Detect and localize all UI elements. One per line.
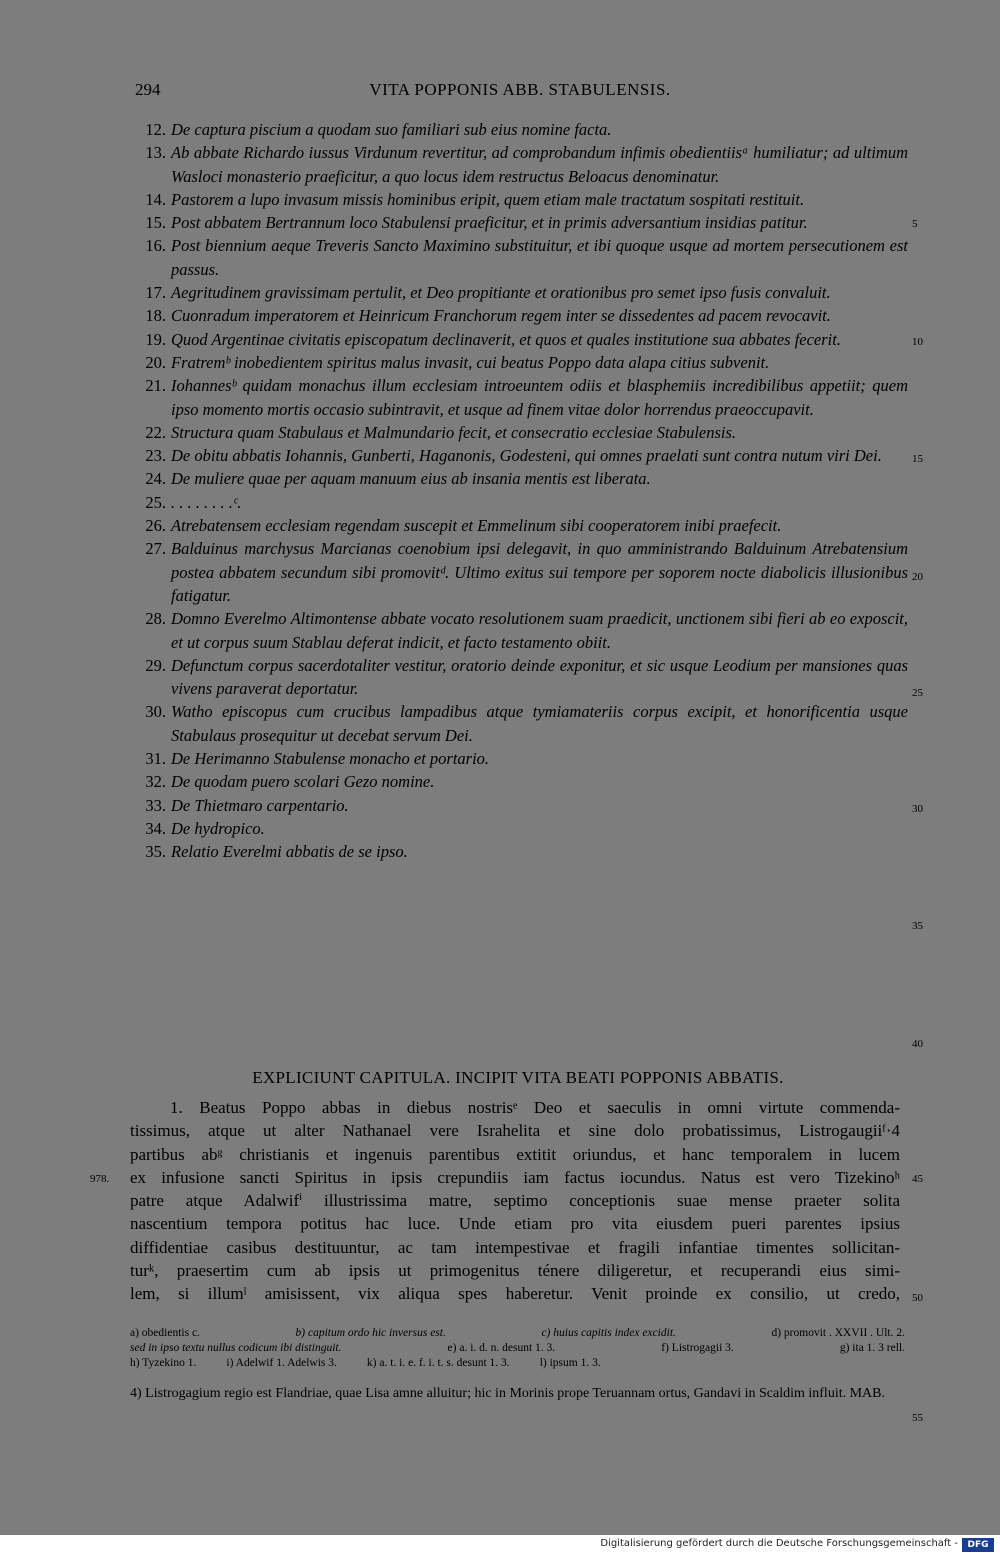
capitulum-25 <box>128 491 908 514</box>
capitulum-text: Domno Everelmo Altimontense abbate vocato resolutionem suam praedicit, unctionem sibi fieri ab eo exposcit, et ut corpus suum Stablau deferat indicit, et facto testamento obiit. <box>171 609 908 652</box>
capitulum-number: 35. <box>145 842 166 862</box>
capitulum-30 <box>128 700 908 747</box>
capitulum-number: 15. <box>145 213 166 233</box>
capitulum-17 <box>128 281 908 304</box>
line-number-40: 40 <box>912 1038 923 1050</box>
capitulum-text: Post abbatem Bertrannum loco Stabulensi praeficitur, et in primis adversantium insidias patitur. <box>171 213 808 233</box>
capitulum-text: De obitu abbatis Iohannis, Gunberti, Haganonis, Godesteni, qui omnes praelati sunt contra nutum viri Dei. <box>171 446 882 466</box>
capitulum-text: Post biennium aeque Treveris Sancto Maximino substituitur, et ibi quoque usque ad mortem persecutionem est passus. <box>171 236 908 279</box>
running-title: VITA POPPONIS ABB. STABULENSIS. <box>369 80 671 99</box>
capitulum-text: De Herimanno Stabulense monacho et portario. <box>171 749 490 769</box>
apparatus-note: h) Tyzekino 1. <box>130 1357 197 1369</box>
apparatus-note: sed in ipso textu nullus codicum ibi distinguit. <box>130 1342 342 1354</box>
capitulum-23 <box>128 444 908 467</box>
capitulum-34 <box>128 817 908 840</box>
text-line: patre atque Adalwifⁱ illustrissima matre, septimo conceptionis suae mense praeter solita <box>130 1191 900 1211</box>
line-number-20: 20 <box>912 571 923 583</box>
capitulum-number: 26. <box>145 516 166 536</box>
funding-credit: Digitalisierung gefördert durch die Deutsche Forschungsgemeinschaft - <box>600 1538 958 1549</box>
apparatus-line <box>130 1341 905 1356</box>
capitulum-20 <box>128 351 908 374</box>
apparatus-note: b) capitum ordo hic inversus est. <box>295 1327 446 1339</box>
capitulum-text: Aegritudinem gravissimam pertulit, et Deo propitiante et orationibus pro semet ipso fusis convaluit. <box>171 283 831 303</box>
capitulum-33 <box>128 794 908 817</box>
dfg-logo: DFG <box>962 1538 994 1552</box>
capitulum-number: 18. <box>145 306 166 326</box>
capitulum-text: Defunctum corpus sacerdotaliter vestitur, oratorio deinde exponitur, et sic usque Leodium per mansiones quas vivens paraverat deportatur. <box>171 655 908 699</box>
capitulum-text: De hydropico. <box>171 818 265 838</box>
capitulum-text: De captura piscium a quodam suo familiari sub eius nomine facta. <box>171 120 612 139</box>
critical-apparatus <box>130 1326 905 1371</box>
text-line: tissimus, atque ut alter Nathanael vere Israhelita et sine dolo probatissimus, Listrogaugiiᶠ·4 <box>130 1121 900 1141</box>
capitulum-26 <box>128 514 908 537</box>
line-number-35: 35 <box>912 920 923 932</box>
capitulum-text: Ab abbate Richardo iussus Virdunum revertitur, ad comprobandum infimis obedientiisᵃ humiliatur; ad ultimum Wasloci monasterio praeficitur, a quo locus idem restructus Beloacus denominatur. <box>171 143 908 186</box>
apparatus-line <box>130 1356 905 1371</box>
apparatus-note: d) promovit . XXVII . Ult. 2. <box>771 1327 905 1339</box>
capitulum-text: Cuonradum imperatorem et Heinricum Franchorum regem inter se dissedentes ad pacem revocavit. <box>171 306 831 326</box>
capitulum-text: . . . . . . . .ᶜ. <box>171 492 242 512</box>
capitulum-22 <box>128 421 908 444</box>
footnote-4: 4) Listrogagium regio est Flandriae, quae Lisa amne alluitur; hic in Morinis prope Teruannam ortus, Gandavi in Scaldim influit. MAB. <box>130 1386 885 1401</box>
capitulum-text: Balduinus marchysus Marcianas coenobium ipsi delegavit, in quo amministrando Balduinum Atrebatensium postea abbatem secundum sibi promovitᵈ. Ultimo exitus sui tempore per soporem nocte diabolicis illusionibus fatigatur. <box>171 539 908 605</box>
apparatus-line <box>130 1326 905 1341</box>
capitulum-text: Quod Argentinae civitatis episcopatum declinaverit, et quos et quales institutione sua abbates fecerit. <box>171 329 841 349</box>
apparatus-note: a) obedientis c. <box>130 1327 200 1339</box>
capitulum-16 <box>128 234 908 281</box>
capitulum-32 <box>128 770 908 793</box>
capitulum-12 <box>128 118 908 141</box>
apparatus-note: c) huius capitis index excidit. <box>541 1327 676 1339</box>
line-number-25: 25 <box>912 687 923 699</box>
text-line: partibus abᵍ christianis et ingenuis parentibus extitit oriundus, et hanc temporalem in lucem <box>130 1144 900 1164</box>
apparatus-note: g) ita 1. 3 rell. <box>839 1342 905 1354</box>
text-line: ex infusione sancti Spiritus in ipsis crepundiis iam factus iocundus. Natus est vero Tizekinoʰ <box>130 1167 900 1187</box>
text-line: diffidentiae casibus destituuntur, ac tam intempestivae et fragili infantiae timentes sollicitan- <box>130 1237 900 1257</box>
capitulum-text: Atrebatensem ecclesiam regendam suscepit et Emmelinum sibi cooperatorem inibi praefecit. <box>171 516 782 536</box>
capitulum-number: 27. <box>145 539 166 559</box>
capitulum-number: 19. <box>145 329 166 349</box>
capitulum-number: 34. <box>145 818 166 838</box>
capitulum-28 <box>128 607 908 654</box>
capitulum-number: 13. <box>145 143 166 163</box>
capitulum-14 <box>128 188 908 211</box>
capitulum-number: 20. <box>145 352 166 372</box>
capitulum-text: De muliere quae per aquam manuum eius ab insania mentis est liberata. <box>171 469 651 489</box>
line-number-45: 45 <box>912 1173 923 1185</box>
capitulum-number: 17. <box>145 283 166 303</box>
capitulum-number: 32. <box>145 772 166 792</box>
capitulum-19 <box>128 328 908 351</box>
capitulum-29 <box>128 654 908 701</box>
capitulum-number: 29. <box>145 655 166 675</box>
section-heading: EXPLICIUNT CAPITULA. INCIPIT VITA BEATI POPPONIS ABBATIS. <box>252 1068 784 1087</box>
capitulum-15 <box>128 211 908 234</box>
capitulum-number: 22. <box>145 422 166 442</box>
capitulum-21 <box>128 374 908 421</box>
capitulum-number: 21. <box>145 376 166 396</box>
capitulum-number: 24. <box>145 469 166 489</box>
capitulum-text: Relatio Everelmi abbatis de se ipso. <box>171 842 408 862</box>
capitulum-number: 33. <box>145 795 166 815</box>
capitulum-text: Structura quam Stabulaus et Malmundario fecit, et consecratio ecclesiae Stabulensis. <box>171 422 737 442</box>
capitulum-number: 23. <box>145 446 166 466</box>
capitulum-text: De Thietmaro carpentario. <box>171 795 349 815</box>
capitulum-24 <box>128 467 908 490</box>
apparatus-note: f) Listrogagii 3. <box>661 1342 734 1354</box>
capitulum-number: 25. <box>145 492 166 512</box>
capitulum-text: Iohannesᵇ quidam monachus illum ecclesiam introeuntem odiis et blasphemiis incredibilibus appetiit; quem ipso momento mortis occasio subintravit, et usque ad finem vitae dolor horrendus praeoccupavit. <box>171 376 908 419</box>
capitulum-number: 14. <box>145 189 166 209</box>
capitulum-13 <box>128 141 908 188</box>
apparatus-note: l) ipsum 1. 3. <box>539 1357 601 1369</box>
capitula-list <box>128 118 908 864</box>
capitulum-number: 31. <box>145 749 166 769</box>
vita-text <box>130 1096 900 1306</box>
capitulum-number: 16. <box>145 236 166 256</box>
line-number-30: 30 <box>912 803 923 815</box>
capitulum-text: De quodam puero scolari Gezo nomine. <box>171 772 435 792</box>
capitulum-27 <box>128 537 908 607</box>
text-line: nascentium tempora potitus hac luce. Unde etiam pro vita eiusdem pueri parentes ipsius <box>130 1214 900 1234</box>
running-header <box>135 80 905 106</box>
capitulum-18 <box>128 304 908 327</box>
capitulum-35 <box>128 840 908 863</box>
digitization-footer <box>0 1535 1000 1556</box>
apparatus-note: e) a. i. d. n. desunt 1. 3. <box>447 1342 556 1354</box>
capitulum-text: Watho episcopus cum crucibus lampadibus atque tymiamateriis corpus excipit, et honorificentia usque Stabulaus prosequitur ut decebat servum Dei. <box>171 702 908 745</box>
apparatus-note: k) a. t. i. e. f. i. t. s. desunt 1. 3. <box>366 1357 510 1369</box>
capitulum-number: 30. <box>145 702 166 722</box>
line-number-5: 5 <box>912 218 918 230</box>
line-number-55: 55 <box>912 1412 923 1424</box>
page-number: 294 <box>135 80 161 99</box>
text-line: turᵏ, praesertim cum ab ipsis ut primogenitus ténere diligeretur, et recuperandi eius simi- <box>130 1261 900 1281</box>
line-number-15: 15 <box>912 453 923 465</box>
text-line: 1. Beatus Poppo abbas in diebus nostrisᵉ Deo et saeculis in omni virtute commenda- <box>170 1098 900 1117</box>
capitulum-number: 12. <box>145 120 166 139</box>
capitulum-text: Pastorem a lupo invasum missis hominibus eripit, quem etiam male tractatum sospitati restituit. <box>171 189 805 209</box>
line-number-10: 10 <box>912 336 923 348</box>
year-marginalia: 978. <box>90 1173 110 1185</box>
capitulum-number: 28. <box>145 609 166 629</box>
capitulum-text: Fratremᵇ inobedientem spiritus malus invasit, cui beatus Poppo data alapa citius subvenit. <box>171 352 770 372</box>
capitulum-31 <box>128 747 908 770</box>
apparatus-note: i) Adelwif 1. Adelwis 3. <box>226 1357 337 1369</box>
text-line: lem, si illumˡ amisissent, vix aliqua spes haberetur. Venit proinde ex consilio, ut credo, <box>130 1284 900 1304</box>
line-number-50: 50 <box>912 1292 923 1304</box>
